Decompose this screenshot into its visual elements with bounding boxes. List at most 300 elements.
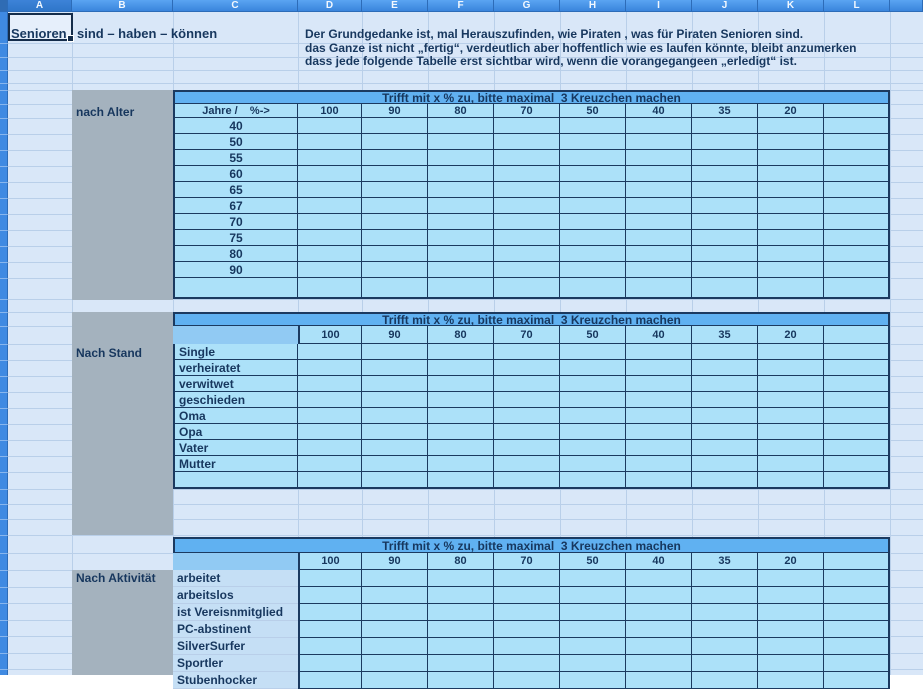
data-cell[interactable] bbox=[494, 150, 560, 166]
data-cell[interactable] bbox=[560, 655, 626, 672]
data-cell[interactable] bbox=[494, 440, 560, 456]
data-cell[interactable] bbox=[494, 376, 560, 392]
percent-cell-50[interactable]: 50 bbox=[560, 104, 626, 118]
data-cell[interactable] bbox=[362, 262, 428, 278]
row-label-cell[interactable]: 90 bbox=[173, 262, 298, 278]
data-cell[interactable] bbox=[626, 472, 692, 489]
data-cell[interactable] bbox=[626, 638, 692, 655]
percent-cell-90[interactable]: 90 bbox=[362, 553, 428, 570]
data-cell[interactable] bbox=[494, 638, 560, 655]
data-cell[interactable] bbox=[494, 166, 560, 182]
row-label-cell[interactable]: 70 bbox=[173, 214, 298, 230]
data-cell[interactable] bbox=[298, 440, 362, 456]
data-cell[interactable] bbox=[626, 360, 692, 376]
data-cell[interactable] bbox=[758, 360, 824, 376]
data-cell[interactable] bbox=[824, 424, 890, 440]
data-cell[interactable] bbox=[692, 570, 758, 587]
data-cell[interactable] bbox=[560, 360, 626, 376]
column-header-j[interactable]: J bbox=[692, 0, 758, 12]
data-cell[interactable] bbox=[824, 230, 890, 246]
row-label-cell[interactable]: 75 bbox=[173, 230, 298, 246]
row-label-cell[interactable]: verheiratet bbox=[173, 360, 298, 376]
data-cell[interactable] bbox=[362, 118, 428, 134]
percent-cell-100[interactable]: 100 bbox=[298, 104, 362, 118]
data-cell[interactable] bbox=[560, 278, 626, 299]
data-cell[interactable] bbox=[494, 134, 560, 150]
data-cell[interactable] bbox=[626, 424, 692, 440]
data-cell[interactable] bbox=[692, 278, 758, 299]
data-cell[interactable] bbox=[692, 198, 758, 214]
data-cell[interactable] bbox=[494, 246, 560, 262]
data-cell[interactable] bbox=[692, 360, 758, 376]
row-label-cell[interactable]: 55 bbox=[173, 150, 298, 166]
data-cell[interactable] bbox=[362, 440, 428, 456]
row-label-cell[interactable]: ist Vereisnmitglied bbox=[173, 604, 298, 621]
data-cell[interactable] bbox=[428, 344, 494, 360]
data-cell[interactable] bbox=[362, 360, 428, 376]
data-cell[interactable] bbox=[758, 198, 824, 214]
data-cell[interactable] bbox=[560, 604, 626, 621]
percent-cell-90[interactable]: 90 bbox=[362, 326, 428, 344]
data-cell[interactable] bbox=[494, 198, 560, 214]
data-cell[interactable] bbox=[824, 198, 890, 214]
data-cell[interactable] bbox=[824, 408, 890, 424]
data-cell[interactable] bbox=[428, 376, 494, 392]
data-cell[interactable] bbox=[758, 134, 824, 150]
data-cell[interactable] bbox=[758, 638, 824, 655]
data-cell[interactable] bbox=[298, 118, 362, 134]
data-cell[interactable] bbox=[626, 262, 692, 278]
column-header-a[interactable]: A bbox=[8, 0, 72, 12]
data-cell[interactable] bbox=[824, 166, 890, 182]
data-cell[interactable] bbox=[298, 655, 362, 672]
row-label-cell[interactable]: PC-abstinent bbox=[173, 621, 298, 638]
data-cell[interactable] bbox=[362, 655, 428, 672]
row-label-cell[interactable]: arbeitslos bbox=[173, 587, 298, 604]
data-cell[interactable] bbox=[494, 655, 560, 672]
data-cell[interactable] bbox=[560, 570, 626, 587]
data-cell[interactable] bbox=[626, 587, 692, 604]
row-label-cell[interactable]: 65 bbox=[173, 182, 298, 198]
data-cell[interactable] bbox=[560, 672, 626, 689]
data-cell[interactable] bbox=[494, 344, 560, 360]
data-cell[interactable] bbox=[626, 392, 692, 408]
data-cell[interactable] bbox=[298, 166, 362, 182]
data-cell[interactable] bbox=[560, 472, 626, 489]
data-cell[interactable] bbox=[824, 472, 890, 489]
data-cell[interactable] bbox=[362, 672, 428, 689]
data-cell[interactable] bbox=[428, 655, 494, 672]
data-cell[interactable] bbox=[560, 166, 626, 182]
data-cell[interactable] bbox=[362, 150, 428, 166]
column-header-d[interactable]: D bbox=[298, 0, 362, 12]
data-cell[interactable] bbox=[560, 638, 626, 655]
data-cell[interactable] bbox=[298, 621, 362, 638]
data-cell[interactable] bbox=[758, 440, 824, 456]
data-cell[interactable] bbox=[560, 214, 626, 230]
percent-cell-35[interactable]: 35 bbox=[692, 326, 758, 344]
data-cell[interactable] bbox=[692, 376, 758, 392]
data-cell[interactable] bbox=[298, 278, 362, 299]
data-cell[interactable] bbox=[298, 392, 362, 408]
percent-cell-80[interactable]: 80 bbox=[428, 553, 494, 570]
data-cell[interactable] bbox=[298, 360, 362, 376]
data-cell[interactable] bbox=[626, 408, 692, 424]
data-cell[interactable] bbox=[692, 134, 758, 150]
data-cell[interactable] bbox=[626, 456, 692, 472]
data-cell[interactable] bbox=[626, 278, 692, 299]
table-header-band[interactable]: Trifft mit x % zu, bitte maximal 3 Kreuzchen machen bbox=[173, 537, 890, 553]
data-cell[interactable] bbox=[824, 376, 890, 392]
data-cell[interactable] bbox=[758, 182, 824, 198]
percent-cell-50[interactable]: 50 bbox=[560, 553, 626, 570]
percent-cell-empty[interactable] bbox=[824, 326, 890, 344]
data-cell[interactable] bbox=[362, 214, 428, 230]
data-cell[interactable] bbox=[824, 118, 890, 134]
data-cell[interactable] bbox=[692, 150, 758, 166]
data-cell[interactable] bbox=[626, 198, 692, 214]
data-cell[interactable] bbox=[758, 344, 824, 360]
data-cell[interactable] bbox=[362, 246, 428, 262]
data-cell[interactable] bbox=[362, 570, 428, 587]
data-cell[interactable] bbox=[428, 408, 494, 424]
data-cell[interactable] bbox=[692, 472, 758, 489]
data-cell[interactable] bbox=[494, 621, 560, 638]
data-cell[interactable] bbox=[824, 150, 890, 166]
data-cell[interactable] bbox=[494, 456, 560, 472]
percent-cell-70[interactable]: 70 bbox=[494, 553, 560, 570]
data-cell[interactable] bbox=[298, 456, 362, 472]
data-cell[interactable] bbox=[428, 134, 494, 150]
data-cell[interactable] bbox=[692, 638, 758, 655]
data-cell[interactable] bbox=[824, 134, 890, 150]
data-cell[interactable] bbox=[824, 182, 890, 198]
percent-cell-80[interactable]: 80 bbox=[428, 326, 494, 344]
percent-cell-35[interactable]: 35 bbox=[692, 104, 758, 118]
data-cell[interactable] bbox=[692, 118, 758, 134]
data-cell[interactable] bbox=[494, 472, 560, 489]
data-cell[interactable] bbox=[560, 150, 626, 166]
data-cell[interactable] bbox=[758, 655, 824, 672]
percent-cell-100[interactable]: 100 bbox=[298, 326, 362, 344]
row-label-cell[interactable]: Mutter bbox=[173, 456, 298, 472]
data-cell[interactable] bbox=[494, 570, 560, 587]
column-header-f[interactable]: F bbox=[428, 0, 494, 12]
data-cell[interactable] bbox=[824, 672, 890, 689]
data-cell[interactable] bbox=[362, 638, 428, 655]
percent-cell-20[interactable]: 20 bbox=[758, 553, 824, 570]
data-cell[interactable] bbox=[362, 472, 428, 489]
data-cell[interactable] bbox=[494, 214, 560, 230]
row-label-cell[interactable]: Oma bbox=[173, 408, 298, 424]
data-cell[interactable] bbox=[692, 166, 758, 182]
row-label-cell[interactable]: 80 bbox=[173, 246, 298, 262]
data-cell[interactable] bbox=[428, 360, 494, 376]
data-cell[interactable] bbox=[692, 424, 758, 440]
data-cell[interactable] bbox=[362, 166, 428, 182]
data-cell[interactable] bbox=[758, 604, 824, 621]
fill-handle[interactable] bbox=[67, 35, 74, 42]
data-cell[interactable] bbox=[560, 262, 626, 278]
data-cell[interactable] bbox=[428, 182, 494, 198]
data-cell[interactable] bbox=[626, 182, 692, 198]
data-cell[interactable] bbox=[626, 655, 692, 672]
data-cell[interactable] bbox=[494, 604, 560, 621]
data-cell[interactable] bbox=[494, 182, 560, 198]
data-cell[interactable] bbox=[428, 621, 494, 638]
percent-cell-empty[interactable] bbox=[824, 104, 890, 118]
row-label-cell[interactable] bbox=[173, 278, 298, 299]
data-cell[interactable] bbox=[428, 604, 494, 621]
data-cell[interactable] bbox=[362, 230, 428, 246]
data-cell[interactable] bbox=[298, 344, 362, 360]
data-cell[interactable] bbox=[824, 604, 890, 621]
data-cell[interactable] bbox=[298, 672, 362, 689]
table-header-band[interactable]: Trifft mit x % zu, bitte maximal 3 Kreuzchen machen bbox=[173, 312, 890, 326]
data-cell[interactable] bbox=[824, 246, 890, 262]
data-cell[interactable] bbox=[758, 424, 824, 440]
data-cell[interactable] bbox=[626, 134, 692, 150]
column-header-c[interactable]: C bbox=[173, 0, 298, 12]
data-cell[interactable] bbox=[824, 392, 890, 408]
percent-cell-empty[interactable] bbox=[824, 553, 890, 570]
data-cell[interactable] bbox=[362, 392, 428, 408]
data-cell[interactable] bbox=[626, 214, 692, 230]
data-cell[interactable] bbox=[494, 262, 560, 278]
data-cell[interactable] bbox=[560, 198, 626, 214]
data-cell[interactable] bbox=[758, 587, 824, 604]
data-cell[interactable] bbox=[362, 604, 428, 621]
percent-cell-20[interactable]: 20 bbox=[758, 326, 824, 344]
data-cell[interactable] bbox=[758, 246, 824, 262]
data-cell[interactable] bbox=[298, 150, 362, 166]
percent-cell-40[interactable]: 40 bbox=[626, 553, 692, 570]
data-cell[interactable] bbox=[692, 456, 758, 472]
data-cell[interactable] bbox=[758, 570, 824, 587]
data-cell[interactable] bbox=[428, 262, 494, 278]
data-cell[interactable] bbox=[560, 621, 626, 638]
data-cell[interactable] bbox=[824, 621, 890, 638]
data-cell[interactable] bbox=[824, 344, 890, 360]
row-header-strip[interactable] bbox=[0, 12, 8, 675]
row-label-cell[interactable] bbox=[173, 472, 298, 489]
data-cell[interactable] bbox=[824, 587, 890, 604]
data-cell[interactable] bbox=[626, 246, 692, 262]
row-label-cell[interactable]: 50 bbox=[173, 134, 298, 150]
data-cell[interactable] bbox=[758, 621, 824, 638]
data-cell[interactable] bbox=[298, 262, 362, 278]
data-cell[interactable] bbox=[692, 587, 758, 604]
data-cell[interactable] bbox=[560, 344, 626, 360]
percent-cell-35[interactable]: 35 bbox=[692, 553, 758, 570]
data-cell[interactable] bbox=[758, 278, 824, 299]
row-label-cell[interactable]: 60 bbox=[173, 166, 298, 182]
data-cell[interactable] bbox=[298, 214, 362, 230]
data-cell[interactable] bbox=[692, 621, 758, 638]
data-cell[interactable] bbox=[298, 570, 362, 587]
column-header-e[interactable]: E bbox=[362, 0, 428, 12]
corner-cell[interactable] bbox=[173, 326, 298, 344]
column-header-k[interactable]: K bbox=[758, 0, 824, 12]
data-cell[interactable] bbox=[298, 472, 362, 489]
data-cell[interactable] bbox=[560, 424, 626, 440]
data-cell[interactable] bbox=[560, 246, 626, 262]
data-cell[interactable] bbox=[560, 182, 626, 198]
data-cell[interactable] bbox=[626, 604, 692, 621]
data-cell[interactable] bbox=[824, 360, 890, 376]
row-label-cell[interactable]: Sportler bbox=[173, 655, 298, 672]
row-label-cell[interactable]: arbeitet bbox=[173, 570, 298, 587]
data-cell[interactable] bbox=[298, 376, 362, 392]
data-cell[interactable] bbox=[560, 118, 626, 134]
data-cell[interactable] bbox=[560, 408, 626, 424]
data-cell[interactable] bbox=[626, 150, 692, 166]
data-cell[interactable] bbox=[560, 376, 626, 392]
percent-cell-90[interactable]: 90 bbox=[362, 104, 428, 118]
data-cell[interactable] bbox=[824, 440, 890, 456]
data-cell[interactable] bbox=[560, 440, 626, 456]
data-cell[interactable] bbox=[428, 278, 494, 299]
data-cell[interactable] bbox=[692, 604, 758, 621]
data-cell[interactable] bbox=[428, 456, 494, 472]
column-header-l[interactable]: L bbox=[824, 0, 890, 12]
percent-cell-80[interactable]: 80 bbox=[428, 104, 494, 118]
data-cell[interactable] bbox=[824, 655, 890, 672]
data-cell[interactable] bbox=[494, 672, 560, 689]
data-cell[interactable] bbox=[758, 118, 824, 134]
corner-cell[interactable] bbox=[173, 553, 298, 570]
data-cell[interactable] bbox=[298, 587, 362, 604]
data-cell[interactable] bbox=[626, 376, 692, 392]
data-cell[interactable] bbox=[428, 472, 494, 489]
data-cell[interactable] bbox=[428, 246, 494, 262]
data-cell[interactable] bbox=[494, 424, 560, 440]
data-cell[interactable] bbox=[428, 638, 494, 655]
data-cell[interactable] bbox=[298, 424, 362, 440]
row-label-cell[interactable]: Opa bbox=[173, 424, 298, 440]
data-cell[interactable] bbox=[560, 230, 626, 246]
data-cell[interactable] bbox=[758, 214, 824, 230]
data-cell[interactable] bbox=[362, 182, 428, 198]
data-cell[interactable] bbox=[626, 230, 692, 246]
data-cell[interactable] bbox=[428, 672, 494, 689]
data-cell[interactable] bbox=[428, 587, 494, 604]
data-cell[interactable] bbox=[560, 456, 626, 472]
percent-cell-40[interactable]: 40 bbox=[626, 326, 692, 344]
percent-cell-70[interactable]: 70 bbox=[494, 104, 560, 118]
row-label-cell[interactable]: geschieden bbox=[173, 392, 298, 408]
data-cell[interactable] bbox=[362, 134, 428, 150]
data-cell[interactable] bbox=[758, 376, 824, 392]
data-cell[interactable] bbox=[428, 166, 494, 182]
data-cell[interactable] bbox=[362, 344, 428, 360]
data-cell[interactable] bbox=[692, 655, 758, 672]
data-cell[interactable] bbox=[362, 456, 428, 472]
data-cell[interactable] bbox=[626, 621, 692, 638]
data-cell[interactable] bbox=[298, 198, 362, 214]
percent-cell-70[interactable]: 70 bbox=[494, 326, 560, 344]
data-cell[interactable] bbox=[494, 118, 560, 134]
data-cell[interactable] bbox=[692, 182, 758, 198]
data-cell[interactable] bbox=[362, 376, 428, 392]
data-cell[interactable] bbox=[362, 424, 428, 440]
data-cell[interactable] bbox=[428, 424, 494, 440]
data-cell[interactable] bbox=[560, 392, 626, 408]
column-header-h[interactable]: H bbox=[560, 0, 626, 12]
data-cell[interactable] bbox=[494, 278, 560, 299]
data-cell[interactable] bbox=[692, 246, 758, 262]
section-block-alter[interactable] bbox=[72, 90, 173, 300]
data-cell[interactable] bbox=[692, 344, 758, 360]
data-cell[interactable] bbox=[626, 570, 692, 587]
data-cell[interactable] bbox=[758, 456, 824, 472]
data-cell[interactable] bbox=[362, 198, 428, 214]
data-cell[interactable] bbox=[298, 604, 362, 621]
data-cell[interactable] bbox=[428, 440, 494, 456]
data-cell[interactable] bbox=[428, 392, 494, 408]
data-cell[interactable] bbox=[626, 344, 692, 360]
percent-cell-40[interactable]: 40 bbox=[626, 104, 692, 118]
data-cell[interactable] bbox=[560, 134, 626, 150]
data-cell[interactable] bbox=[758, 262, 824, 278]
data-cell[interactable] bbox=[758, 166, 824, 182]
data-cell[interactable] bbox=[428, 230, 494, 246]
data-cell[interactable] bbox=[362, 408, 428, 424]
percent-cell-100[interactable]: 100 bbox=[298, 553, 362, 570]
data-cell[interactable] bbox=[758, 672, 824, 689]
data-cell[interactable] bbox=[692, 262, 758, 278]
data-cell[interactable] bbox=[298, 408, 362, 424]
row-label-cell[interactable]: 40 bbox=[173, 118, 298, 134]
data-cell[interactable] bbox=[428, 214, 494, 230]
data-cell[interactable] bbox=[626, 118, 692, 134]
data-cell[interactable] bbox=[428, 570, 494, 587]
row-label-cell[interactable]: Stubenhocker bbox=[173, 672, 298, 689]
data-cell[interactable] bbox=[824, 456, 890, 472]
data-cell[interactable] bbox=[692, 408, 758, 424]
data-cell[interactable] bbox=[362, 621, 428, 638]
data-cell[interactable] bbox=[298, 182, 362, 198]
row-label-cell[interactable]: Vater bbox=[173, 440, 298, 456]
data-cell[interactable] bbox=[494, 230, 560, 246]
section-block-aktivitaet[interactable] bbox=[72, 570, 173, 675]
percent-cell-50[interactable]: 50 bbox=[560, 326, 626, 344]
column-header-g[interactable]: G bbox=[494, 0, 560, 12]
data-cell[interactable] bbox=[824, 570, 890, 587]
column-header-i[interactable]: I bbox=[626, 0, 692, 12]
data-cell[interactable] bbox=[626, 440, 692, 456]
data-cell[interactable] bbox=[758, 408, 824, 424]
data-cell[interactable] bbox=[692, 392, 758, 408]
data-cell[interactable] bbox=[298, 638, 362, 655]
data-cell[interactable] bbox=[626, 672, 692, 689]
column-header-partial[interactable] bbox=[890, 0, 923, 12]
table-header-band[interactable]: Trifft mit x % zu, bitte maximal 3 Kreuzchen machen bbox=[173, 90, 890, 104]
data-cell[interactable] bbox=[428, 150, 494, 166]
data-cell[interactable] bbox=[494, 360, 560, 376]
corner-cell[interactable]: Jahre / %-> bbox=[173, 104, 298, 118]
data-cell[interactable] bbox=[824, 638, 890, 655]
data-cell[interactable] bbox=[494, 587, 560, 604]
data-cell[interactable] bbox=[428, 118, 494, 134]
data-cell[interactable] bbox=[362, 278, 428, 299]
row-label-cell[interactable]: verwitwet bbox=[173, 376, 298, 392]
data-cell[interactable] bbox=[692, 230, 758, 246]
data-cell[interactable] bbox=[758, 230, 824, 246]
select-all-corner[interactable] bbox=[0, 0, 8, 12]
data-cell[interactable] bbox=[298, 134, 362, 150]
data-cell[interactable] bbox=[692, 440, 758, 456]
